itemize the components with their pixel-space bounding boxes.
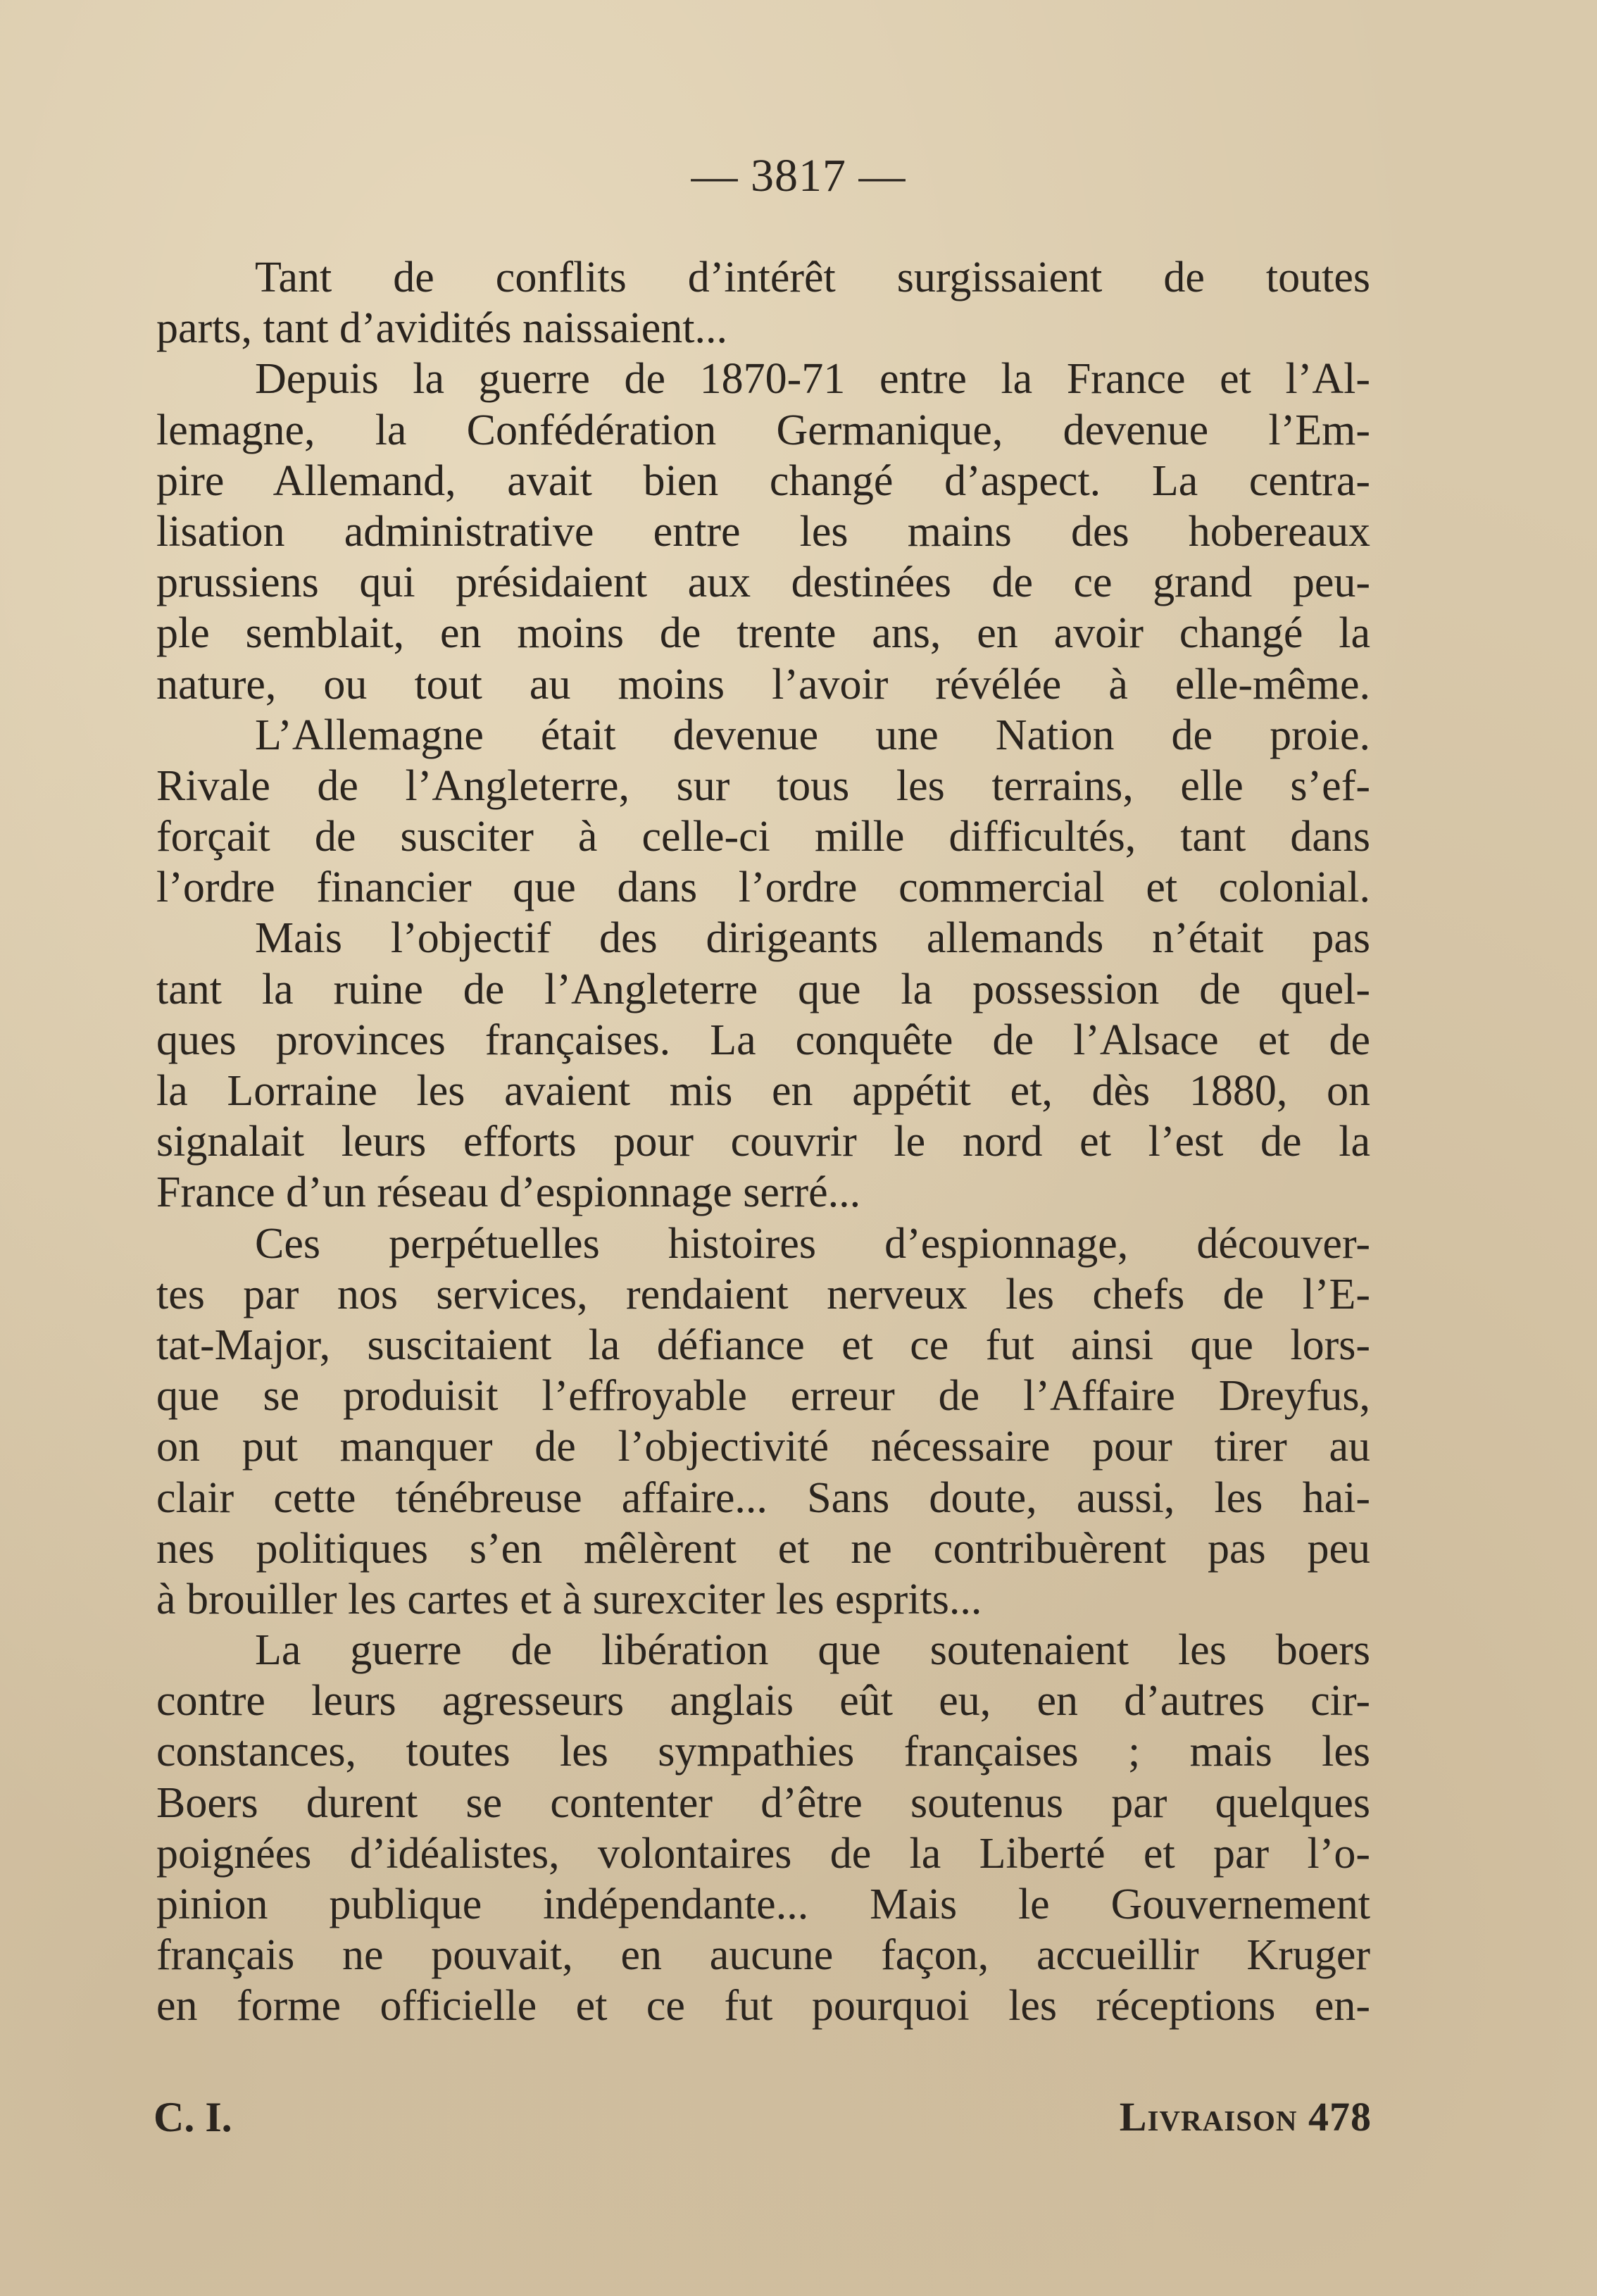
text-line: Tant de conflits d’intérêt surgissaient de toutes — [255, 254, 1370, 301]
body-text — [156, 252, 1370, 2032]
text-line: France d’un réseau d’espionnage serré... — [156, 1168, 861, 1217]
text-line: on put manquer de l’objectivité nécessaire pour tirer au — [156, 1423, 1370, 1471]
text-line: constances, toutes les sympathies françaises ; mais les — [156, 1728, 1370, 1776]
text-line: Rivale de l’Angleterre, sur tous les terrains, elle s’ef- — [156, 761, 1370, 810]
text-line: lisation administrative entre les mains des hobereaux — [156, 507, 1370, 556]
text-line: poignées d’idéalistes, volontaires de la Liberté et par l’o- — [156, 1829, 1370, 1878]
text-line: en forme officielle et ce fut pourquoi les réceptions en- — [156, 1982, 1370, 2030]
text-line: nes politiques s’en mêlèrent et ne contribuèrent pas peu — [156, 1524, 1370, 1573]
text-line: signalait leurs efforts pour couvrir le nord et l’est de la — [156, 1118, 1370, 1166]
text-line: La guerre de libération que soutenaient les boers — [255, 1626, 1370, 1675]
text-line: tes par nos services, rendaient nerveux les chefs de l’E- — [156, 1270, 1370, 1318]
text-line: parts, tant d’avidités naissaient... — [156, 304, 727, 353]
footer-livraison: Livraison 478 — [1119, 2094, 1372, 2140]
text-line: nature, ou tout au moins l’avoir révélée à elle-même. — [156, 660, 1370, 709]
text-line: clair cette ténébreuse affaire... Sans doute, aussi, les hai- — [156, 1473, 1370, 1522]
text-line: tant la ruine de l’Angleterre que la possession de quel- — [156, 965, 1370, 1013]
text-line: Boers durent se contenter d’être soutenus par quelques — [156, 1778, 1370, 1827]
text-line: pinion publique indépendante... Mais le Gouvernement — [156, 1880, 1370, 1928]
page-number: — 3817 — — [691, 150, 906, 201]
text-line: ple semblait, en moins de trente ans, en avoir changé la — [156, 609, 1370, 658]
text-line: Ces perpétuelles histoires d’espionnage, découver- — [255, 1219, 1370, 1268]
text-line: L’Allemagne était devenue une Nation de proie. — [255, 711, 1370, 759]
text-line: prussiens qui présidaient aux destinées de ce grand peu- — [156, 559, 1370, 607]
text-line: français ne pouvait, en aucune façon, accueillir Kruger — [156, 1931, 1370, 1980]
text-line: lemagne, la Confédération Germanique, devenue l’Em- — [156, 406, 1370, 454]
text-line: pire Allemand, avait bien changé d’aspect. La centra- — [156, 456, 1370, 505]
text-line: Mais l’objectif des dirigeants allemands n’était pas — [255, 914, 1370, 963]
text-line: à brouiller les cartes et à surexciter les esprits... — [156, 1575, 982, 1623]
text-line: la Lorraine les avaient mis en appétit et, dès 1880, on — [156, 1067, 1370, 1115]
text-line: tat-Major, suscitaient la défiance et ce fut ainsi que lors- — [156, 1321, 1370, 1369]
text-line: forçait de susciter à celle-ci mille difficultés, tant dans — [156, 813, 1370, 861]
text-line: Depuis la guerre de 1870-71 entre la France et l’Al- — [255, 355, 1370, 404]
footer-signature-mark: C. I. — [154, 2094, 232, 2140]
text-line: contre leurs agresseurs anglais eût eu, en d’autres cir- — [156, 1677, 1370, 1726]
text-line: l’ordre financier que dans l’ordre commercial et colonial. — [156, 863, 1370, 912]
text-line: que se produisit l’effroyable erreur de l’Affaire Dreyfus, — [156, 1372, 1370, 1421]
text-line: ques provinces françaises. La conquête de l’Alsace et de — [156, 1016, 1370, 1064]
